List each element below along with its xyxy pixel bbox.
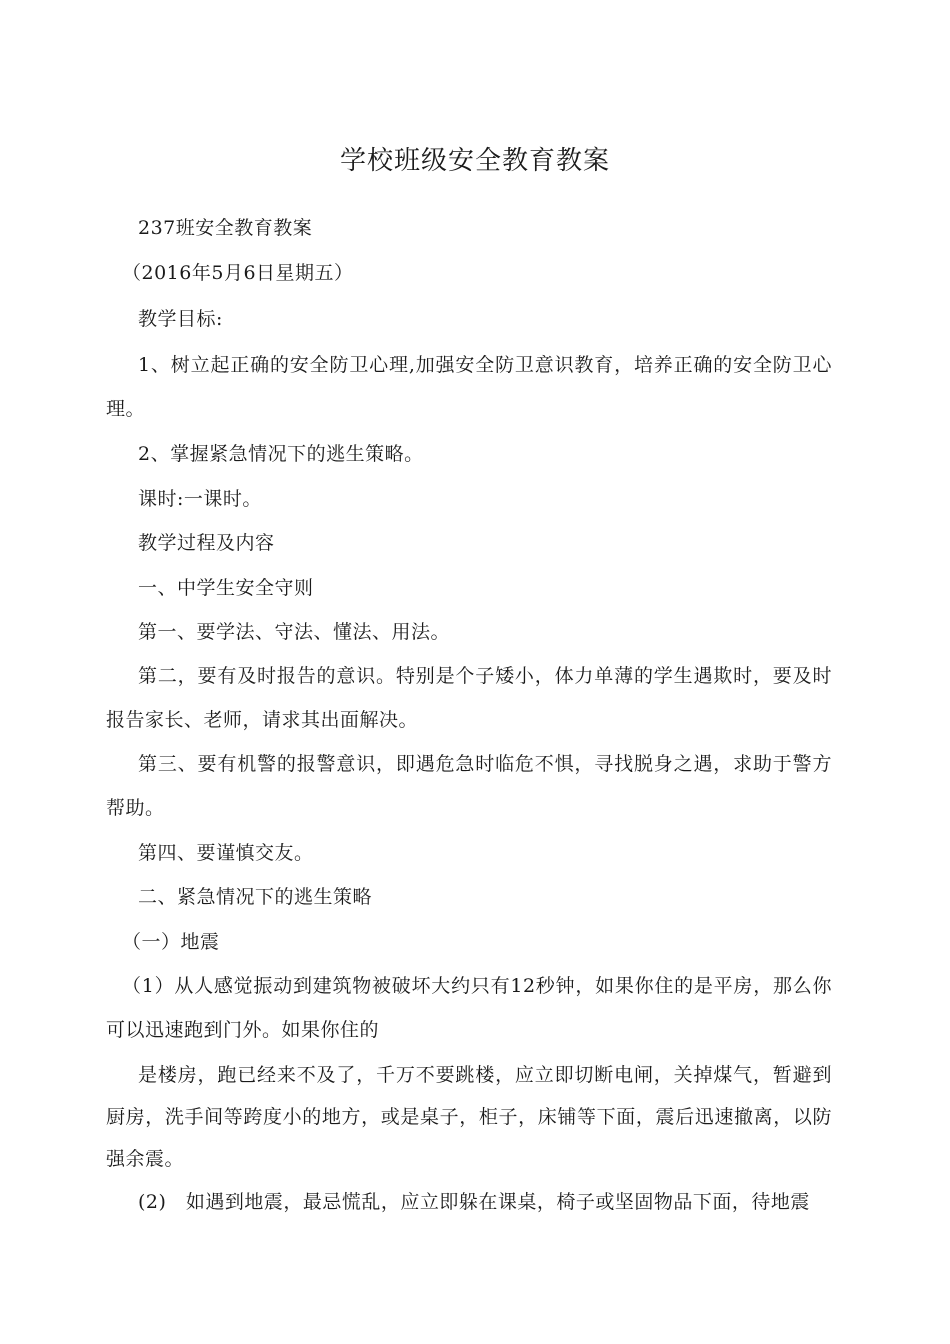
rule-4: 第四、要谨慎交友。 [138,842,314,864]
rule-3: 第三、要有机警的报警意识，即遇危急时临危不惧，寻找脱身之遇，求助于警方帮助。 [106,753,832,819]
process-heading: 教学过程及内容 [138,532,275,554]
rule-1: 第一、要学法、守法、懂法、用法。 [138,621,451,643]
class-heading: 237班安全教育教案 [138,217,313,239]
objective-1: 1、树立起正确的安全防卫心理,加强安全防卫意识教育，培养正确的安全防卫心理。 [106,354,832,420]
objective-2: 2、掌握紧急情况下的逃生策略。 [138,443,424,465]
earthquake-point-1: （1）从人感觉振动到建筑物被破坏大约只有12秒钟，如果你住的是平房，那么你可以迅速跑到门外。如果你住的 [106,975,832,1041]
lesson-duration: 课时:一课时。 [138,488,262,510]
earthquake-point-2: (2) 如遇到地震，最忌慌乱，应立即躲在课桌，椅子或坚固物品下面，待地震 [138,1191,810,1213]
objectives-heading: 教学目标: [138,308,223,330]
earthquake-point-1-continued: 是楼房，跑已经来不及了，千万不要跳楼，应立即切断电闸，关掉煤气，暂避到厨房，洗手间等跨度小的地方，或是桌子，柜子，床铺等下面，震后迅速撤离，以防强余震。 [106,1064,832,1170]
section-2-heading: 二、紧急情况下的逃生策略 [138,886,373,908]
rule-2: 第二，要有及时报告的意识。特别是个子矮小，体力单薄的学生遇欺时，要及时报告家长、老师，请求其出面解决。 [106,665,832,731]
section-1-heading: 一、中学生安全守则 [138,577,314,599]
subsection-earthquake: （一）地震 [122,931,220,953]
page-title: 学校班级安全教育教案 [339,146,610,176]
date-line: （2016年5月6日星期五） [122,262,354,284]
